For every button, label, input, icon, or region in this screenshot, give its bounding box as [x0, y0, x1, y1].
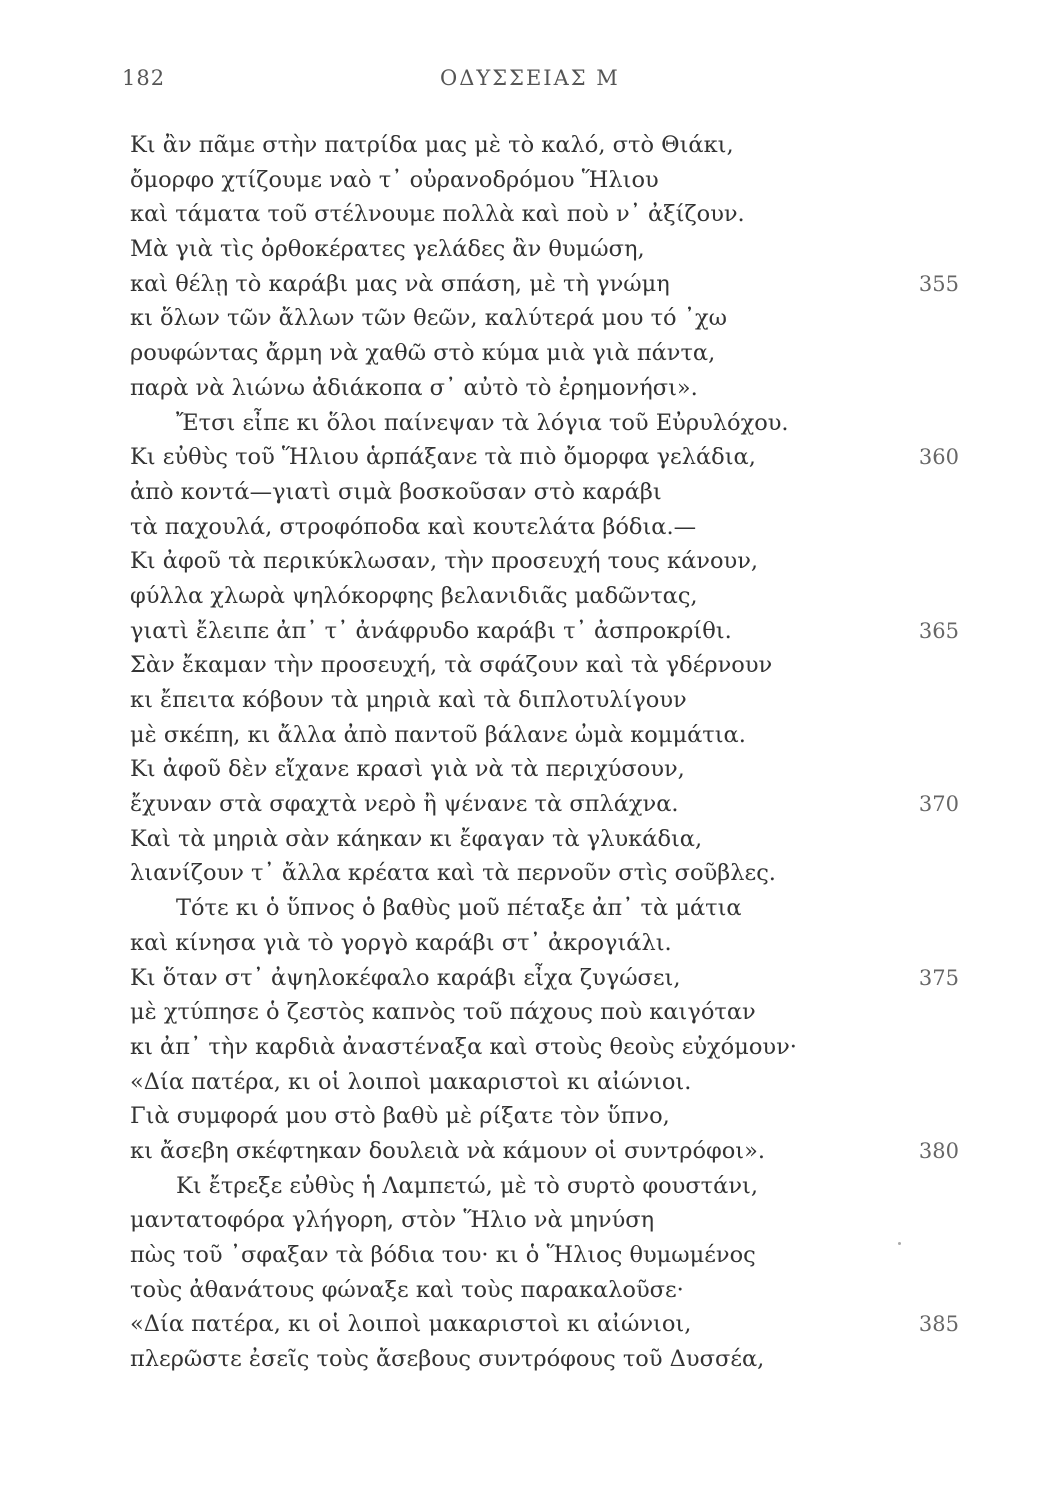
verse-line	[0, 579, 1039, 614]
verse-text: τοὺς ἀθανάτους φώναξε καὶ τοὺς παρακαλοῦσε·	[130, 1276, 684, 1303]
ink-speck	[898, 1242, 901, 1245]
page-number: 182	[122, 66, 166, 90]
verse-line	[0, 1203, 1039, 1238]
verse-line	[0, 1342, 1039, 1377]
verse-text: Μὰ γιὰ τὶς ὀρθοκέρατες γελάδες ἂν θυμώση,	[130, 236, 645, 263]
verse-text: κι ὅλων τῶν ἄλλων τῶν θεῶν, καλύτερά μου τό ᾽χω	[130, 305, 727, 332]
verse-text: μὲ σκέπη, κι ἄλλα ἀπὸ παντοῦ βάλανε ὠμὰ κομμάτια.	[130, 721, 746, 748]
verse-text: Κι ἂν πᾶμε στὴν πατρίδα μας μὲ τὸ καλό, στὸ Θιάκι,	[130, 132, 734, 158]
verse-text: Κι ἀφοῦ τὰ περικύκλωσαν, τὴν προσευχή τους κάνουν,	[130, 548, 759, 575]
verse-line	[0, 1134, 1039, 1169]
verse-line	[0, 926, 1039, 961]
verse-line	[0, 406, 1039, 441]
verse-text: «Δία πατέρα, κι οἱ λοιποὶ μακαριστοὶ κι αἰώνιοι,	[130, 1311, 692, 1338]
verse-line	[0, 267, 1039, 302]
verse-text: Κι εὐθὺς τοῦ Ἥλιου ἁρπάξανε τὰ πιὸ ὄμορφα γελάδια,	[130, 444, 756, 471]
verse-text: μὲ χτύπησε ὁ ζεστὸς καπνὸς τοῦ πάχους ποὺ καιγόταν	[130, 999, 756, 1026]
verse-text: τὰ παχουλά, στροφόποδα καὶ κουτελάτα βόδια.—	[130, 513, 697, 540]
verse-text: ρουφώντας ἄρμη νὰ χαθῶ στὸ κύμα μιὰ γιὰ πάντα,	[130, 340, 716, 367]
verse-line	[0, 718, 1039, 753]
verse-text: καὶ θέλῃ τὸ καράβι μας νὰ σπάση, μὲ τὴ γνώμη	[130, 270, 670, 297]
verse-text: κι ἄσεβη σκέφτηκαν δουλειὰ νὰ κάμουν οἱ συντρόφοι».	[130, 1137, 766, 1164]
verse-line	[0, 614, 1039, 649]
line-number: 360	[918, 445, 959, 470]
verse-line	[0, 1273, 1039, 1308]
verse-line	[0, 197, 1039, 232]
verse-line	[0, 1065, 1039, 1100]
verse-text: Κι ἀφοῦ δὲν εἴχανε κρασὶ γιὰ νὰ τὰ περιχύσουν,	[130, 756, 685, 783]
verse-line	[0, 1030, 1039, 1065]
verse-line	[0, 163, 1039, 198]
verse-line	[0, 544, 1039, 579]
verse-line	[0, 787, 1039, 822]
line-number: 380	[918, 1138, 959, 1163]
verse-line	[0, 510, 1039, 545]
verse-line	[0, 128, 1039, 163]
line-number: 375	[918, 965, 959, 990]
verse-text: Καὶ τὰ μηριὰ σὰν κάηκαν κι ἔφαγαν τὰ γλυκάδια,	[130, 825, 703, 852]
verse-text: κι ἀπ᾽ τὴν καρδιὰ ἀναστέναξα καὶ στοὺς θεοὺς εὐχόμουν·	[130, 1033, 797, 1060]
verse-line	[0, 822, 1039, 857]
verse-line	[0, 440, 1039, 475]
verse-text: πλερῶστε ἐσεῖς τοὺς ἄσεβους συντρόφους τοῦ Δυσσέα,	[130, 1346, 765, 1373]
verse-text: Ἔτσι εἶπε κι ὅλοι παίνεψαν τὰ λόγια τοῦ Εὐρυλόχου.	[176, 409, 789, 436]
verse-text: Τότε κι ὁ ὕπνος ὁ βαθὺς μοῦ πέταξε ἀπ᾽ τὰ μάτια	[176, 895, 742, 922]
verse-text: καὶ τάματα τοῦ στέλνουμε πολλὰ καὶ ποὺ ν᾽ ἀξίζουν.	[130, 201, 745, 228]
verse-line	[0, 995, 1039, 1030]
verse-text: ἀπὸ κοντά—γιατὶ σιμὰ βοσκοῦσαν στὸ καράβι	[130, 478, 662, 505]
verse-line	[0, 1169, 1039, 1204]
line-number: 385	[918, 1312, 959, 1337]
verse-text: καὶ κίνησα γιὰ τὸ γοργὸ καράβι στ᾽ ἀκρογιάλι.	[130, 929, 672, 956]
verse-text: παρὰ νὰ λιώνω ἀδιάκοπα σ᾽ αὐτὸ τὸ ἐρημονήσι».	[130, 374, 698, 401]
verse-text: «Δία πατέρα, κι οἱ λοιποὶ μακαριστοὶ κι αἰώνιοι.	[130, 1068, 692, 1095]
verse-line	[0, 683, 1039, 718]
verse-line	[0, 752, 1039, 787]
verse-line	[0, 648, 1039, 683]
verse-text: Κι ἔτρεξε εὐθὺς ἡ Λαμπετώ, μὲ τὸ συρτὸ φουστάνι,	[176, 1172, 758, 1199]
verse-text: πὼς τοῦ ᾽σφαξαν τὰ βόδια του· κι ὁ Ἥλιος θυμωμένος	[130, 1242, 756, 1268]
running-title: ΟΔΥΣΣΕΙΑΣ Μ	[440, 66, 620, 90]
verse-text: Σὰν ἔκαμαν τὴν προσευχή, τὰ σφάζουν καὶ τὰ γδέρνουν	[130, 652, 773, 679]
verse-line	[0, 1099, 1039, 1134]
verse-line	[0, 475, 1039, 510]
verse-line	[0, 1307, 1039, 1342]
verse-text: ἔχυναν στὰ σφαχτὰ νερὸ ἢ ψένανε τὰ σπλάχνα.	[130, 791, 679, 818]
verse-line	[0, 336, 1039, 371]
verse-text: μαντατοφόρα γλήγορη, στὸν Ἥλιο νὰ μηνύση	[130, 1207, 655, 1234]
verse-line	[0, 371, 1039, 406]
verse-line	[0, 301, 1039, 336]
verse-line	[0, 856, 1039, 891]
page-header	[0, 66, 1039, 98]
verse-text: Γιὰ συμφορά μου στὸ βαθὺ μὲ ρίξατε τὸν ὕπνο,	[130, 1103, 670, 1130]
verse-line	[0, 961, 1039, 996]
verse-text: φύλλα χλωρὰ ψηλόκορφης βελανιδιᾶς μαδῶντας,	[130, 582, 698, 609]
verse-text: γιατὶ ἔλειπε ἀπ᾽ τ᾽ ἀνάφρυδο καράβι τ᾽ ἀσπροκρίθι.	[130, 617, 732, 644]
poem-body	[0, 128, 1039, 1377]
verse-text: Κι ὅταν στ᾽ ἀψηλοκέφαλο καράβι εἶχα ζυγώσει,	[130, 964, 681, 991]
verse-line	[0, 891, 1039, 926]
verse-text: ὄμορφο χτίζουμε ναὸ τ᾽ οὐρανοδρόμου Ἥλιου	[130, 166, 659, 193]
verse-text: λιανίζουν τ᾽ ἄλλα κρέατα καὶ τὰ περνοῦν στὶς σοῦβλες.	[130, 860, 776, 887]
verse-line	[0, 1238, 1039, 1273]
verse-text: κι ἔπειτα κόβουν τὰ μηριὰ καὶ τὰ διπλοτυλίγουν	[130, 687, 687, 713]
line-number: 370	[918, 792, 959, 817]
line-number: 355	[918, 271, 959, 296]
line-number: 365	[918, 618, 959, 643]
verse-line	[0, 232, 1039, 267]
